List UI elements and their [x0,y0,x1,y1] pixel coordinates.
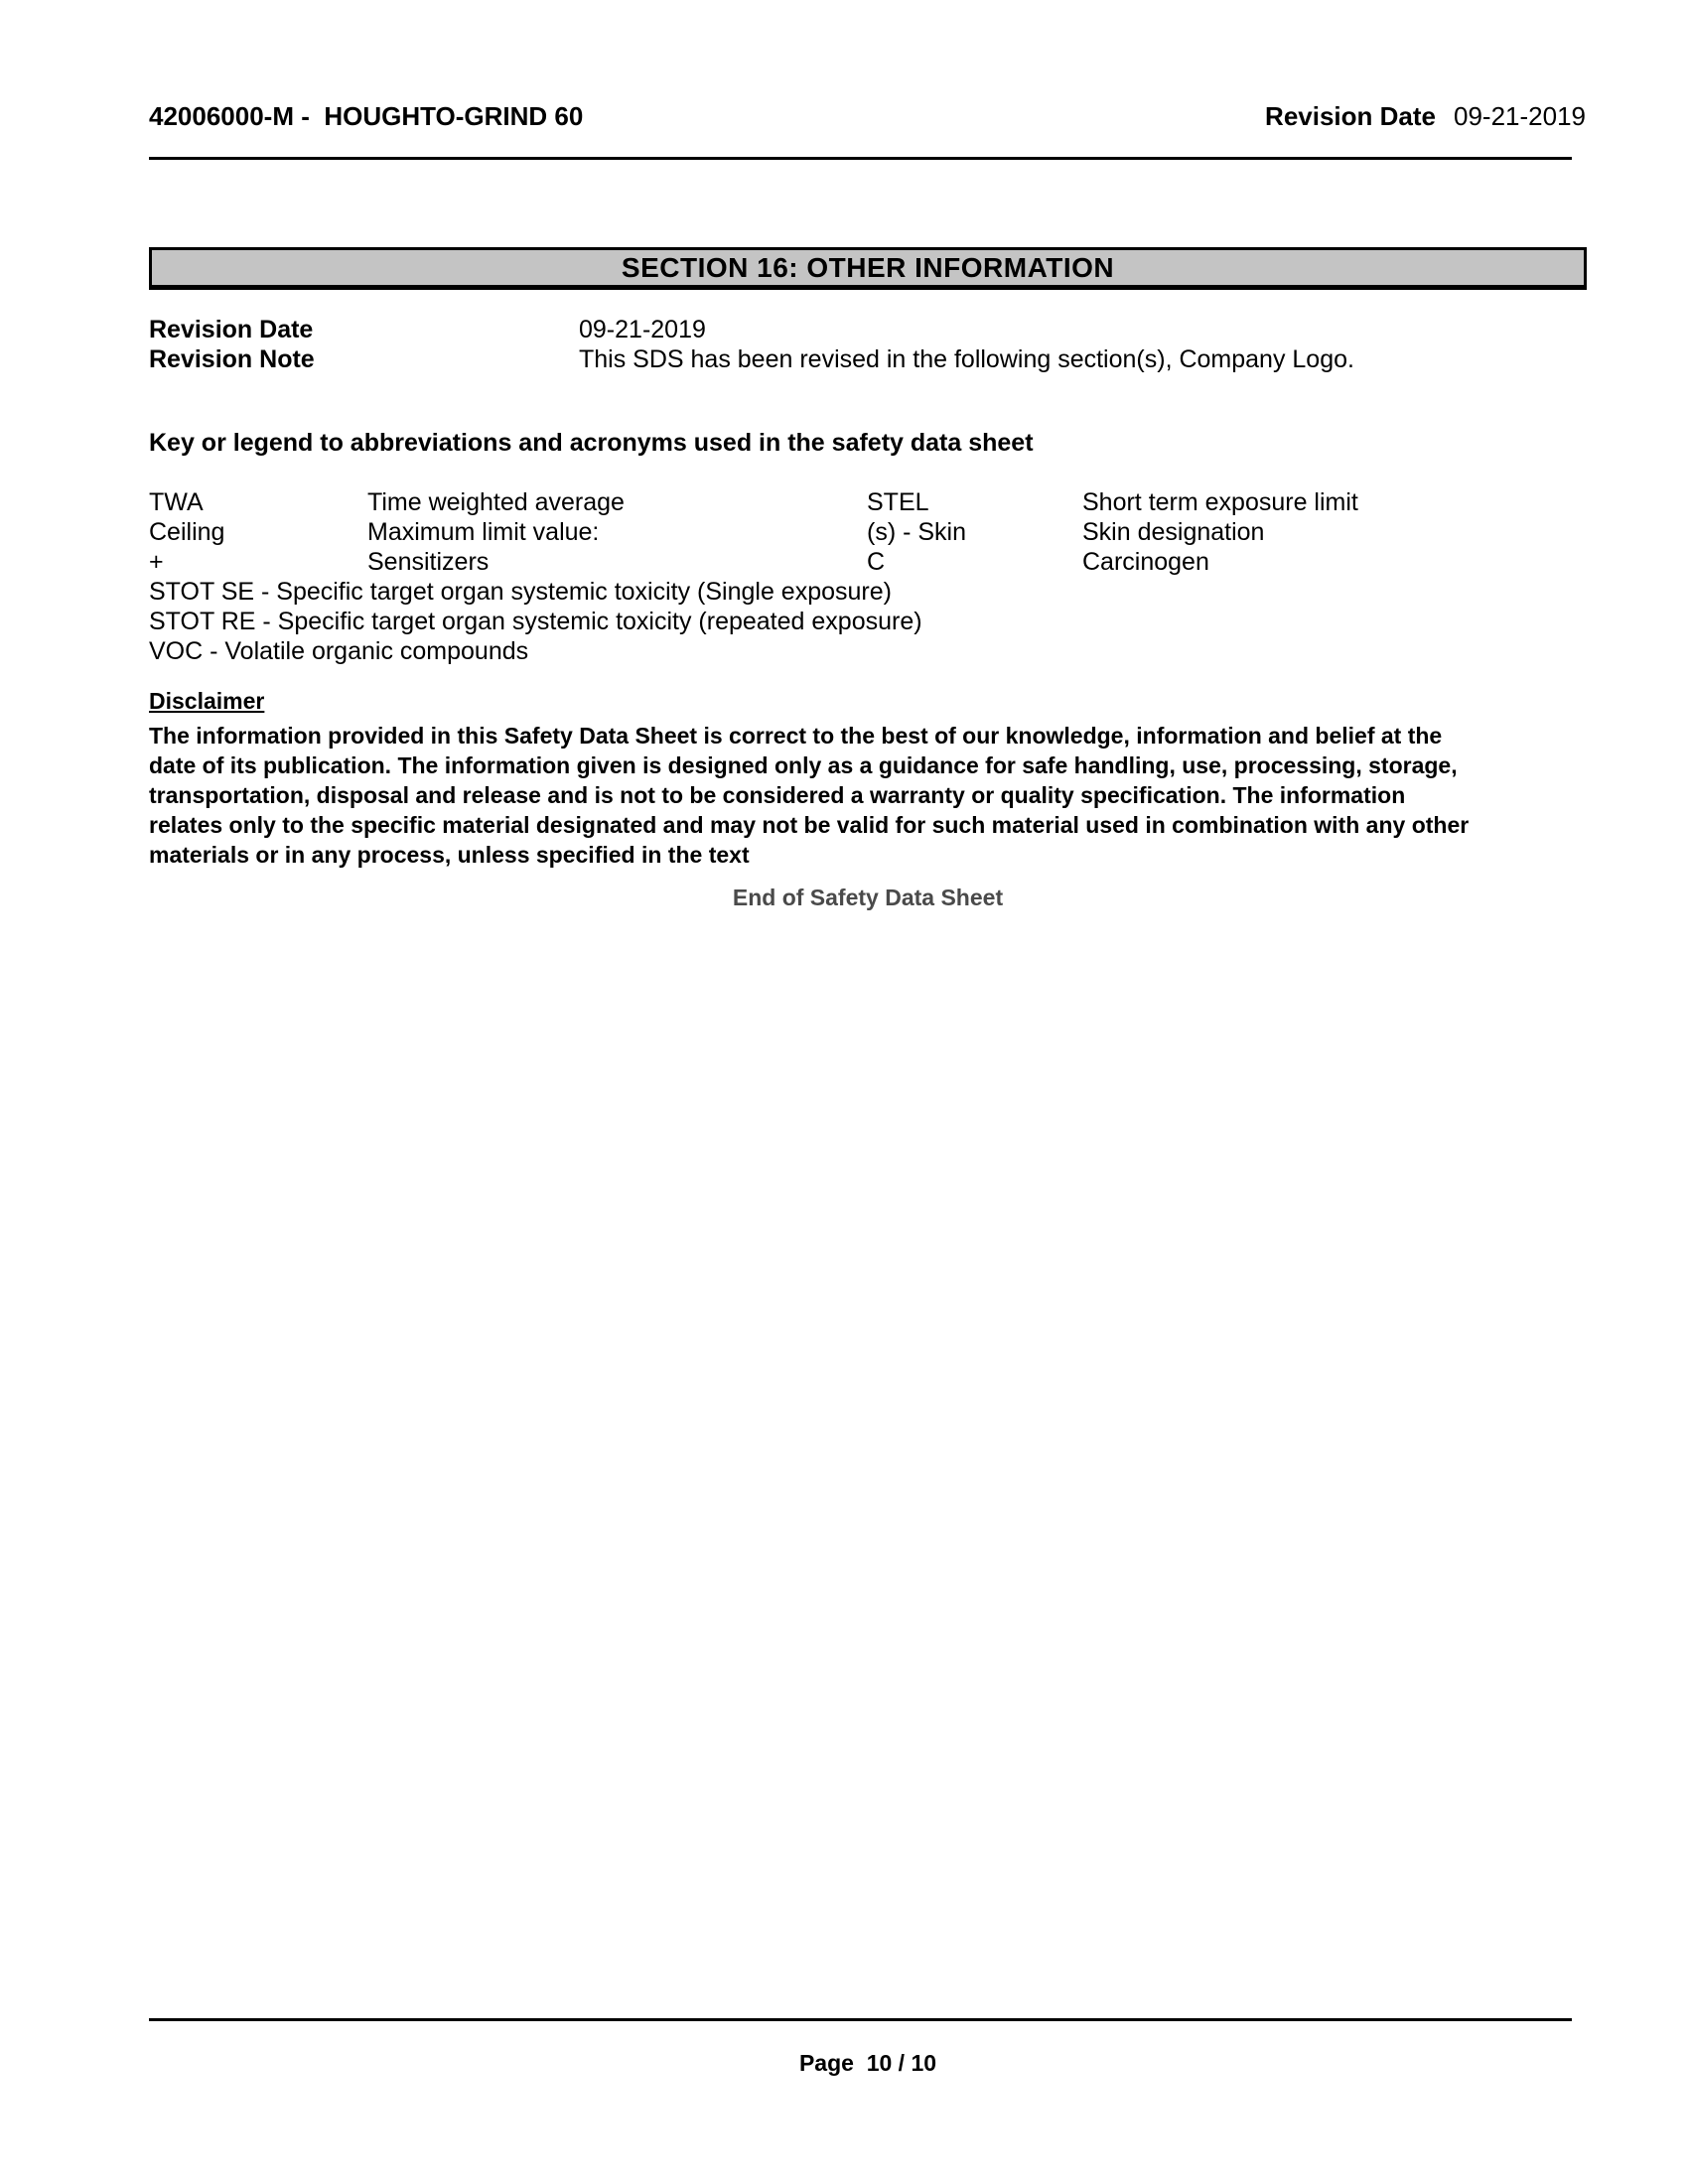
legend-row [149,487,1587,517]
document-header-product-title: 42006000-M - HOUGHTO-GRIND 60 [149,101,584,131]
revision-note-row [149,344,1587,374]
end-of-sheet-note: End of Safety Data Sheet [732,885,1004,910]
legend-table [149,487,1587,666]
disclaimer-text [149,721,1587,870]
section16-title: SECTION 16: OTHER INFORMATION [621,251,1115,283]
header-revision-date-value: 09-21-2019 [1454,101,1586,131]
revision-date-label: Revision Date [149,316,314,343]
legend-definition: Sensitizers [367,548,490,576]
legend-abbr: + [149,548,164,576]
disclaimer-line: transportation, disposal and release and is not to be considered a warranty or quality specification. The information [149,782,1406,808]
legend-heading: Key or legend to abbreviations and acronyms used in the safety data sheet [149,429,1034,457]
revision-date-row [149,315,1587,344]
legend-definition: Maximum limit value: [367,518,600,546]
legend-note-stot-re: STOT RE - Specific target organ systemic toxicity (repeated exposure) [149,608,922,635]
legend-row [149,517,1587,547]
legend-abbr: STEL [867,488,929,516]
revision-note-label: Revision Note [149,345,315,373]
legend-definition: Time weighted average [367,488,625,516]
disclaimer-line: The information provided in this Safety Data Sheet is correct to the best of our knowledge, information and belief at the [149,723,1443,749]
disclaimer-line: materials or in any process, unless specified in the text [149,842,750,868]
legend-definition: Carcinogen [1082,548,1209,576]
revision-info-block [149,315,1587,374]
footer-divider-rule [149,2018,1572,2021]
legend-definition: Skin designation [1082,518,1265,546]
document-header-revision [1265,100,1586,132]
legend-note-stot-se: STOT SE - Specific target organ systemic toxicity (Single exposure) [149,578,892,606]
legend-abbr: C [867,548,886,576]
revision-note-value: This SDS has been revised in the following section(s), Company Logo. [579,345,1354,373]
revision-date-value: 09-21-2019 [579,316,706,343]
disclaimer-line: relates only to the specific material designated and may not be valid for such material used in combination with any other [149,812,1470,838]
legend-abbr: (s) - Skin [867,518,966,546]
legend-definition: Short term exposure limit [1082,488,1358,516]
footer-page-number: Page 10 / 10 [798,2050,937,2076]
disclaimer-heading: Disclaimer [149,688,265,714]
legend-row [149,547,1587,577]
header-divider-rule [149,157,1572,160]
legend-abbr: Ceiling [149,518,225,546]
disclaimer-line: date of its publication. The information given is designed only as a guidance for safe handling, use, processing, storage, [149,752,1458,778]
legend-note-voc: VOC - Volatile organic compounds [149,637,529,665]
section16-title-bar [149,247,1587,290]
legend-abbr: TWA [149,488,204,516]
header-revision-date-label: Revision Date [1265,101,1436,131]
